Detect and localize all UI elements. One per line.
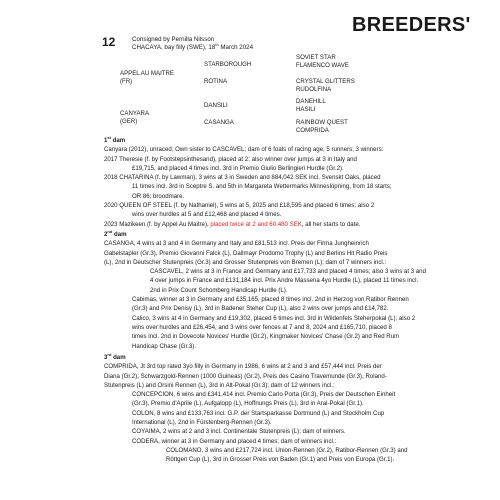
- ped-dds: RAINBOW QUEST: [296, 119, 348, 126]
- ped-sdd: RUDOLFINA: [296, 86, 332, 93]
- third-dam-line: Stutenpreis (L) and Orsini Rennen (L), 3rd in Alt-Pokal (Gr.3); dam of 12 winners incl.:: [104, 381, 335, 389]
- first-dam-line: £19,715, and placed 4 times incl. 3rd in Premio Giulio Berlingieri Hurdle (Gr.2).: [132, 164, 344, 172]
- third-dam-line: CONCEPCION, 6 wins and £341,414 incl. Premio Carlo Porta (Gr.3), Preis der Deutschen Einheit: [132, 391, 396, 399]
- second-dam-line: wins over hurdles and £26,454, and 3 wins over fences at 7 and 8, 2024 and £165,710, placed 8: [132, 323, 392, 331]
- ped-dsd: HASILI: [296, 106, 316, 113]
- second-dam-line: times incl. 2nd in Dovecote Novices' Hurdle (Gr.2), Kingmaker Novices' Chase (Gr.2) and Red Rum: [132, 333, 400, 341]
- third-dam-title: 3rd dam: [104, 351, 126, 361]
- second-dam-line: Handicap Chase (Gr.3).: [132, 342, 197, 350]
- breeders-logo: BREEDERS': [352, 14, 471, 36]
- lot-number: 12: [102, 35, 116, 49]
- third-dam-line: COLON, 8 wins and £133,763 incl. G.P. der Startsparkasse Dortmund (L) and Stockholm Cup: [132, 409, 385, 417]
- ped-ss: STARBOROUGH: [204, 61, 252, 68]
- second-dam-line: 4 over jumps in France and £131,184 incl. Prix Andre Massena 4yo Hurdle (L), placed 11 times incl.: [150, 277, 419, 285]
- first-dam-section: [104, 136, 494, 229]
- first-dam-line-placed: 2023 Mazikeen (f. by Appel Au Maitre), placed twice at 2 and 60.480 SEK, all her starts to date.: [104, 220, 361, 228]
- second-dam-title: 2nd dam: [104, 228, 127, 238]
- ped-ds: DANSILI: [204, 102, 228, 109]
- third-dam-line: International (L), 2nd in Fürstenberg-Rennen (Gr.3).: [132, 419, 272, 427]
- third-dam-line: COMPRIDA, Jt 3rd top rated 3yo filly in Germany in 1986, 6 wins at 2 and 3 and £57,444 incl. Preis der: [104, 363, 382, 371]
- second-dam-line: Calico, 3 wins at 4 in Germany and £19,302, placed 6 times incl. 3rd in Wildenfels Steherpokal (L); also 2: [132, 314, 416, 322]
- ped-dd: CASANGA: [204, 119, 234, 126]
- lot-header: [132, 36, 253, 52]
- second-dam-line: Gabelstapler (Gr.3), Premio Giovanni Falck (L), Dallmayr Prodomo Trophy (L) and Berlins Hit Radio Preis: [104, 249, 388, 257]
- second-dam-line: CASANGA, 4 wins at 3 and 4 in Germany and Italy and £81,513 incl. Preis der Firma Jungheinrich: [104, 240, 369, 248]
- consignor: Consigned by Pernilla Nilsson: [132, 36, 215, 43]
- third-dam-line: Röttgen Cup (L), 3rd in Grosser Preis von Baden (Gr.1) and Preis von Europa (Gr.1).: [166, 456, 395, 464]
- third-dam-line: Diana (Gr.2), Schwarzgold-Rennen (1000 Guineas) (Gr.2), Preis des Casino Travemunde (Gr.3), Roland-: [104, 372, 387, 380]
- second-dam-line: (L), 2nd in Deutscher Stutenpreis (Gr.3) and Grosser Stutenpreis von Bremen (L); dam of 7 winners incl.:: [104, 258, 387, 266]
- second-dam-line: Cabimas, winner at 3 in Germany and £35,165, placed 8 times incl. 2nd in Herzog von Ratibor Rennen: [132, 296, 409, 304]
- ped-sire: APPEL AU MAITRE (FR): [120, 70, 174, 85]
- ped-dam: CANYARA (GER): [120, 110, 150, 125]
- first-dam-line: wins over hurdles at 5 and £12,468 and placed 4 times.: [132, 211, 282, 219]
- second-dam-section: [104, 230, 494, 351]
- ped-ssd: FLAMENCO WAVE: [296, 62, 349, 69]
- horse-name: CHACAYA, bay filly (SWE), 18th March 2024: [132, 42, 254, 52]
- third-dam-line: COYAIMA, 2 wins at 2 and 3 incl. Continentale Stutenpreis (L); dam of winners.: [132, 428, 346, 436]
- first-dam-title: 1st dam: [104, 134, 126, 144]
- first-dam-line: 11 times incl. 3rd in Sceptre S. and 5th in Margareta Wettermarks Minneslöpning, from 18 starts;: [132, 183, 392, 191]
- first-dam-line: 2018 CHATARINA (f. by Lawman), 3 wins at 3 in Sweden and 884,042 SEK incl. Svenskt Oaks, placed: [104, 174, 381, 182]
- ped-ddd: COMPRIDA: [296, 127, 329, 134]
- first-dam-line: OR 86; broodmare.: [132, 192, 185, 200]
- ped-sd: ROTINA: [204, 78, 228, 85]
- first-dam-line: 2017 Theresie (f. by Footstepsinthesand), placed at 2; also winner over jumps at 3 in Italy and: [104, 155, 357, 163]
- first-dam-line: Canyara (2012), unraced; Own sister to CASCAVEL; dam of 6 foals of racing age; 5 runners; 3 winners:: [104, 146, 384, 154]
- second-dam-line: CASCAVEL, 2 wins at 3 in France and Germany and £17,733 and placed 4 times; also 3 wins at 3 and: [150, 268, 426, 276]
- ped-dss: DANEHILL: [296, 98, 326, 105]
- third-dam-section: [104, 353, 494, 465]
- ped-sss: SOVIET STAR: [296, 54, 336, 61]
- third-dam-line: (Gr.3), Premio d'Aprile (L), Aufgalopp (L), Hoffnungs Preis (L), 3rd in Aral-Pokal (Gr.1).: [132, 400, 364, 408]
- second-dam-line: (Gr.3) and Prix Denisy (L), 3rd in Badener Steher Cup (L), also 2 wins over jumps and £14,782.: [132, 305, 389, 313]
- second-dam-line: 2nd in Prix Count Schomberg Handicap Hurdle (L).: [150, 286, 288, 294]
- first-dam-line: 2020 QUEEN OF STEEL (f. by Nathaniel), 5 wins at 5, 2025 and £18,595 and placed 6 times; also 2: [104, 202, 375, 210]
- ped-sds: CRYSTAL GLITTERS: [296, 78, 355, 85]
- third-dam-line: CODERA, winner at 3 in Germany and placed 4 times; dam of winners incl.:: [132, 437, 337, 445]
- third-dam-line: COLOMANO, 3 wins and £217,724 incl. Union-Rennen (Gr.2), Ratibor-Rennen (Gr.3) and: [166, 446, 408, 454]
